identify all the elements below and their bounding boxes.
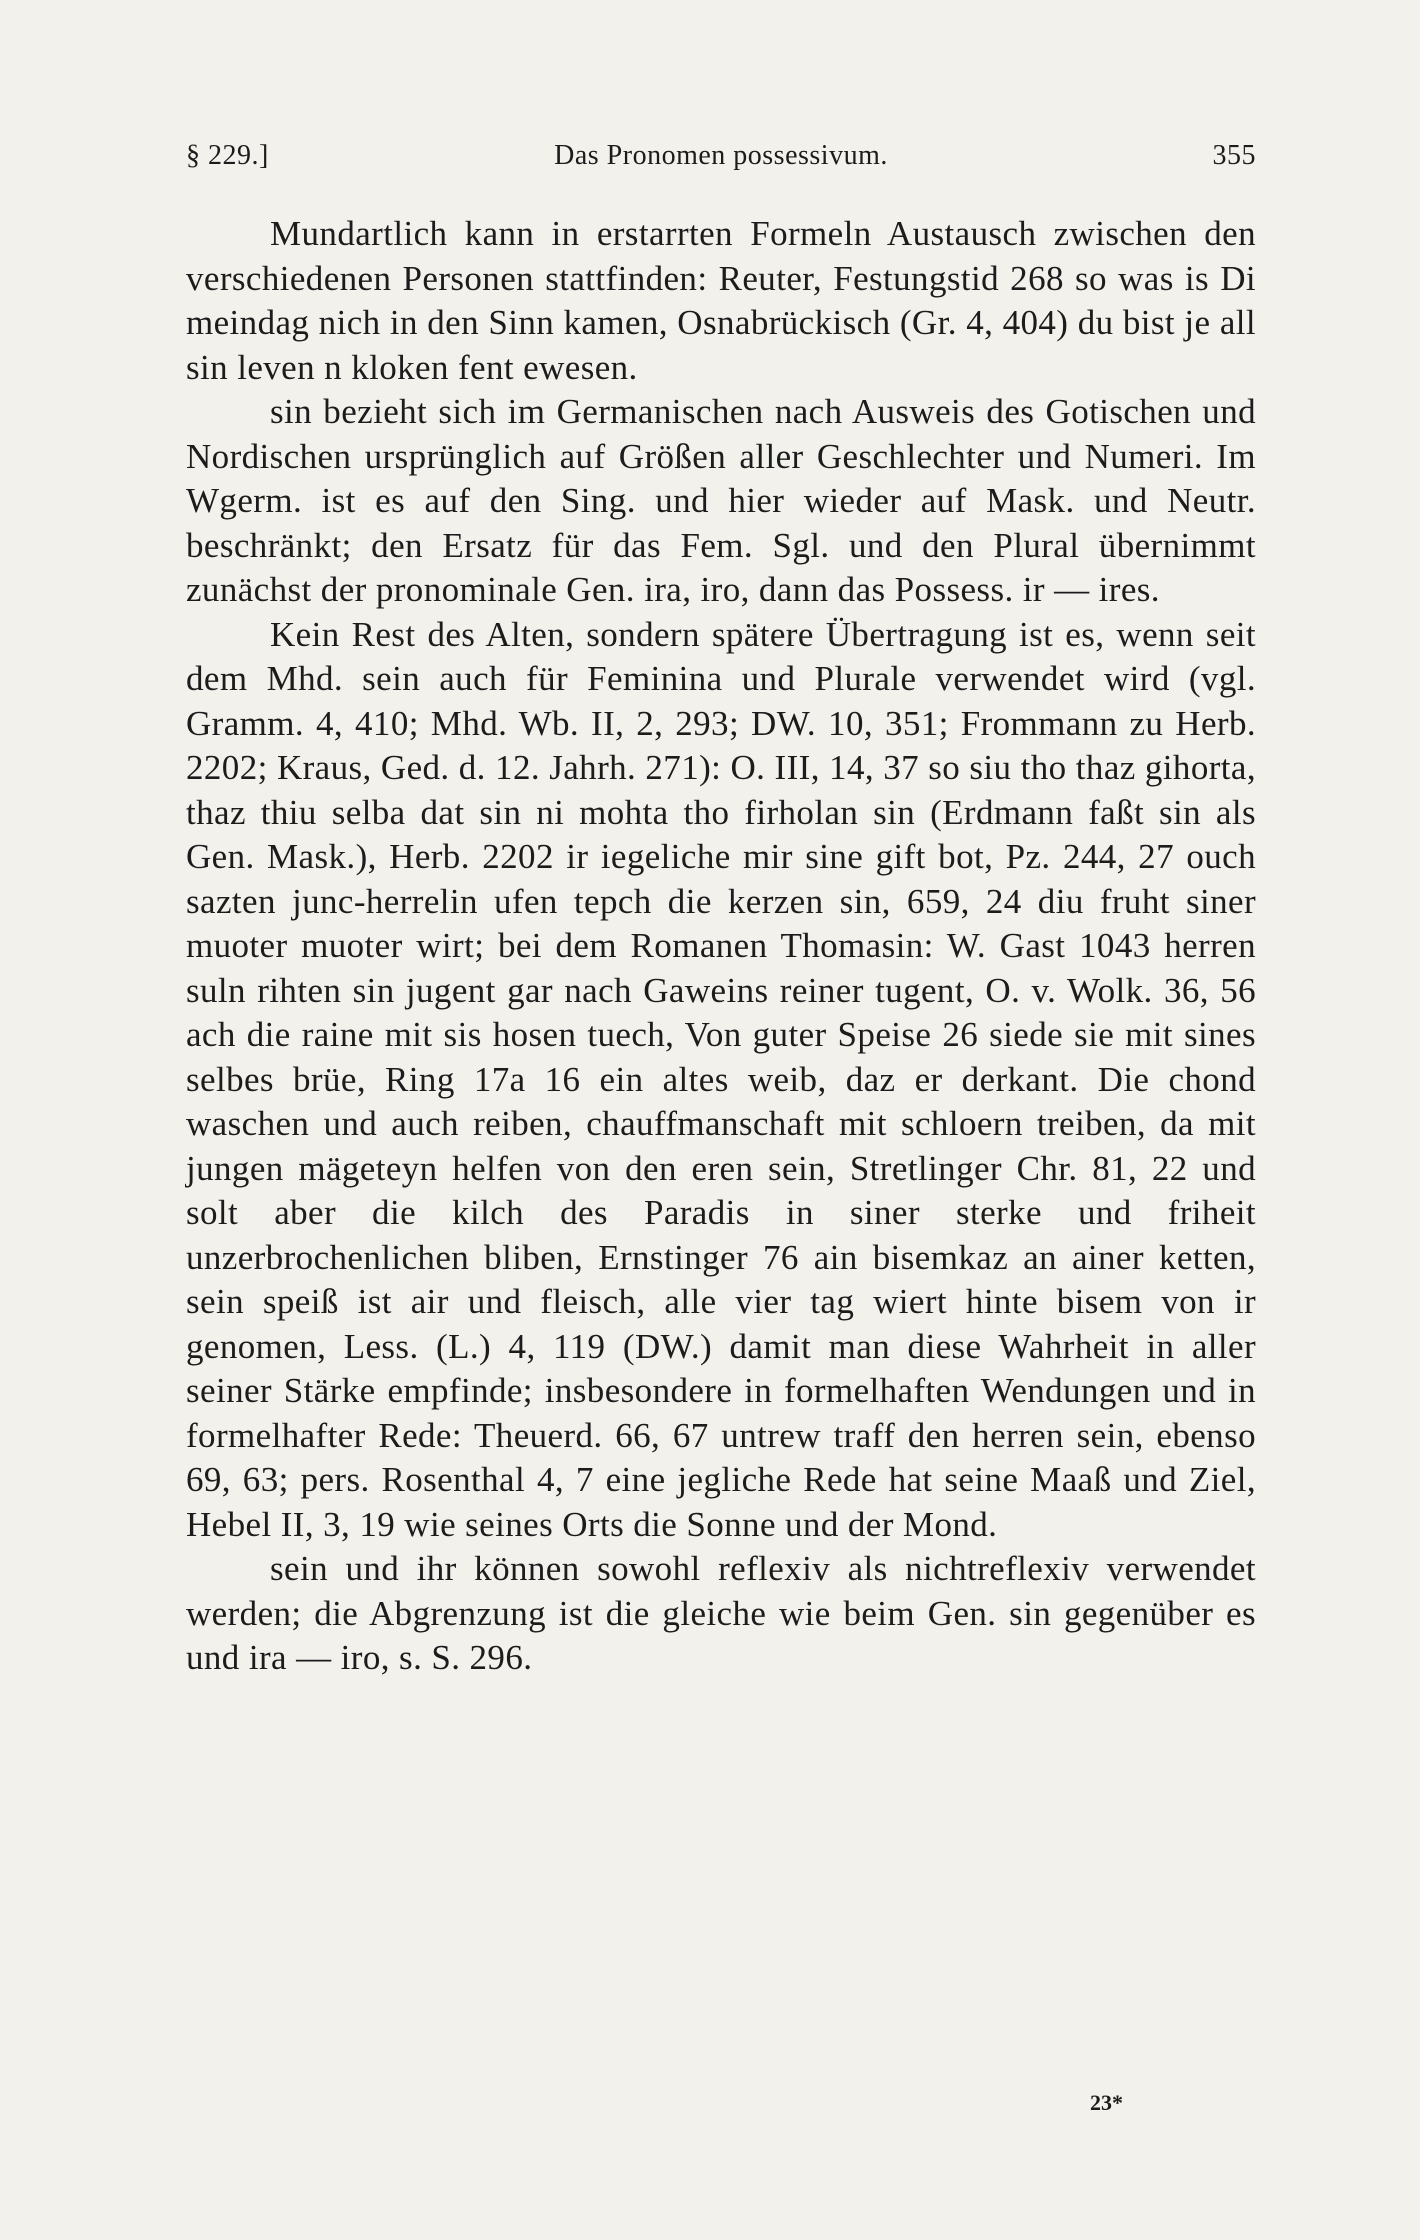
paragraph-2: sin bezieht sich im Germanischen nach Ausweis des Gotischen und Nordischen ursprünglich auf Größen aller Geschlechter und Numeri. Im Wgerm. ist es auf den Sing. und hier wieder auf Mask. und Neutr. beschränkt; den Ersatz für das Fem. Sgl. und den Plural übernimmt zunächst der pronominale Gen. ira, iro, dann das Possess. ir — ires. [186,392,1256,609]
paragraph-3: Kein Rest des Alten, sondern spätere Übertragung ist es, wenn seit dem Mhd. sein auch für Feminina und Plurale verwendet wird (vgl. Gramm. 4, 410; Mhd. Wb. II, 2, 293; DW. 10, 351; Frommann zu Herb. 2202; Kraus, Ged. d. 12. Jahrh. 271): O. III, 14, 37 so siu tho thaz gihorta, thaz thiu selba dat sin ni mohta tho firholan sin (Erdmann faßt sin als Gen. Mask.), Herb. 2202 ir iegeliche mir sine gift bot, Pz. 244, 27 ouch sazten junc-herrelin ufen tepch die kerzen sin, 659, 24 diu fruht siner muoter muoter wirt; bei dem Romanen Thomasin: W. Gast 1043 herren suln rihten sin jugent gar nach Gaweins reiner tugent, O. v. Wolk. 36, 56 ach die raine mit sis hosen tuech, Von guter Speise 26 siede sie mit sines selbes brüe, Ring 17a 16 ein altes weib, daz er derkant. Die chond waschen und auch reiben, chauffmanschaft mit schloern treiben, da mit jungen mägeteyn helfen von den eren sein, Stretlinger Chr. 81, 22 und solt aber die kilch des Paradis in siner sterke und friheit unzerbrochenlichen bliben, Ernstinger 76 ain bisemkaz an ainer ketten, sein speiß ist air und fleisch, alle vier tag wiert hinte bisem von ir genomen, Less. (L.) 4, 119 (DW.) damit man diese Wahrheit in aller seiner Stärke empfinde; insbesondere in formelhaften Wendungen und in formelhafter Rede: Theuerd. 66, 67 untrew traff den herren sein, ebenso 69, 63; pers. Rosenthal 4, 7 eine jegliche Rede hat seine Maaß und Ziel, Hebel II, 3, 19 wie seines Orts die Sonne und der Mond. [186,614,1256,1544]
paragraph-4: sein und ihr können sowohl reflexiv als nichtreflexiv verwendet werden; die Abgrenzung ist die gleiche wie beim Gen. sin gegenüber es und ira — iro, s. S. 296. [186,1549,1256,1677]
main-text [186,212,1256,1681]
section-reference: § 229.] [186,140,269,171]
running-header [186,140,1256,180]
running-title: Das Pronomen possessivum. [554,140,888,171]
page-number: 355 [1212,140,1256,171]
paragraph-1: Mundartlich kann in erstarrten Formeln Austausch zwischen den verschiedenen Personen stattfinden: Reuter, Festungstid 268 so was is Di meindag nich in den Sinn kamen, Osnabrückisch (Gr. 4, 404) du bist je all sin leven n kloken fent ewesen. [186,214,1256,387]
sheet-signature: 23* [1090,2090,1123,2115]
